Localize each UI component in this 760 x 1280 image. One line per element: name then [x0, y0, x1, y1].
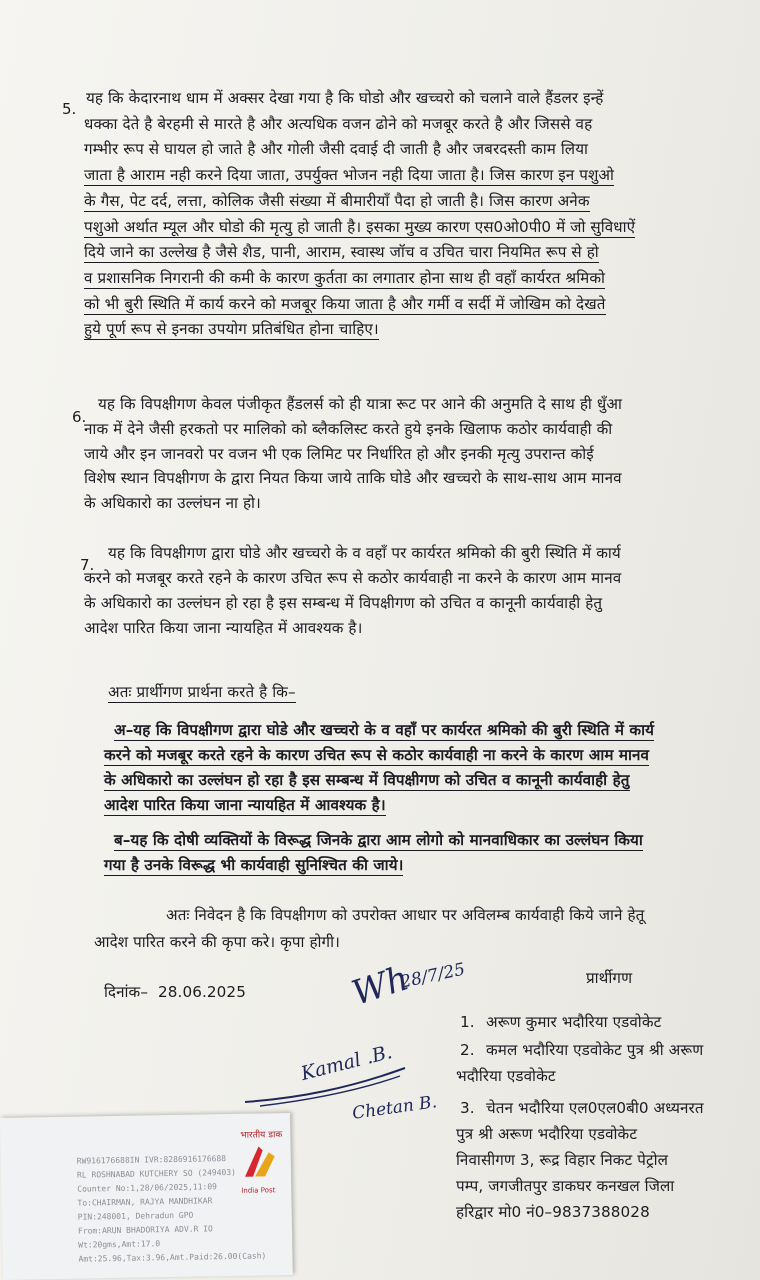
- receipt-line: RW916176688IN IVR:8286916176688: [76, 1154, 227, 1166]
- paragraph-line: दिये जाने का उल्लेख है जैसे शैड, पानी, आराम, स्वास्थ जॉच व उचित चारा नियमित रूप से हो: [84, 243, 599, 262]
- paragraph-line: पशुओ अर्थात म्यूल और घोडो की मृत्यु हो जाती है। इसका मुख्य कारण एस0ओ0पी0 में जो सुविधाऐं: [84, 217, 636, 236]
- paragraph-line: के गैस, पेट दर्द, लत्ता, कोलिक जैसी संख्या में बीमारीयाँ पैदा हो जाती है। जिस कारण अनेक: [84, 191, 590, 210]
- item-number: 7.: [80, 556, 95, 574]
- paragraph-line: जाये और इन जानवरो पर वजन भी एक लिमिट पर निर्धारित हो और इनकी मृत्यु उपरान्त कोई: [84, 444, 594, 463]
- receipt-line: RL ROSHNABAD KUTCHERY SO (249403): [76, 1167, 237, 1180]
- petitioner-line: चेतन भदौरिया एल0एल0बी0 अध्यनरत: [486, 1099, 704, 1117]
- petitioners-heading: प्रार्थीगण: [586, 969, 633, 987]
- paragraph-line: विशेष स्थान विपक्षीगण के द्वारा नियत किया जाये ताकि घोडे और खच्चरो के साथ-साथ आम मानव: [84, 469, 622, 488]
- paragraph-line: के अधिकारो का उल्लंघन हो रहा है इस सम्बन्ध में विपक्षीगण को उचित व कानूनी कार्यवाही हेतु: [84, 594, 603, 612]
- receipt-line: To:CHAIRMAN, RAJYA MANDHIKAR: [77, 1196, 213, 1208]
- paragraph-line: करने को मजबूर करते रहने के कारण उचित रूप से कठोर कार्यवाही ना करने के कारण आम मानव: [84, 569, 622, 587]
- date-label: दिनांक–: [104, 983, 149, 1001]
- paragraph-line: धक्का देते है बेरहमी से मारते है और अत्यधिक वजन ढोने को मजबूर करते है और जिससे वह: [84, 114, 593, 133]
- paragraph-line: यह कि विपक्षीगण द्वारा घोडे और खच्चरो के व वहॉं पर कार्यरत श्रमिको की बुरी स्थिति में कार्य: [108, 544, 621, 562]
- prayer-a-line: अ–यह कि विपक्षीगण द्वारा घोडे और खच्चरो के व वहॉं पर कार्यरत श्रमिको की बुरी स्थिति में कार्य: [114, 721, 655, 739]
- petitioner-number: 2.: [460, 1041, 475, 1059]
- paragraph-line: के अधिकारो का उल्लंघन ना हो।: [84, 494, 261, 513]
- paragraph-line: व प्रशासनिक निगरानी की कमी के कारण कुर्तता का लगातार होना साथ ही वहॉं कार्यरत श्रमिको: [84, 268, 606, 287]
- paragraph-line: गम्भीर रूप से घायल हो जाते है और गोली जैसी दवाई दी जाती है और जबरदस्ती काम लिया: [84, 140, 589, 159]
- prayer-a-line: के अधिकारो का उल्लंघन हो रहा है इस सम्बन्ध में विपक्षीगण को उचित व कानूनी कार्यवाही हेतु: [104, 771, 630, 789]
- receipt-line: PIN:248001, Dehradun GPO: [77, 1210, 194, 1222]
- logo-text: भारतीय डाक: [240, 1130, 283, 1141]
- signature-first: Wh: [347, 958, 414, 1014]
- prayer-b-line: गया है उनके विरूद्ध भी कार्यवाही सुनिश्चित की जाये।: [104, 856, 404, 874]
- petitioner-line: अरूण कुमार भदौरिया एडवोकेट: [486, 1013, 662, 1031]
- india-post-logo: [240, 1127, 289, 1200]
- postal-receipt: [0, 1113, 293, 1280]
- petitioner-line: निवासीगण 3, रूद्र विहार निकट पेट्रोल: [456, 1151, 669, 1169]
- prayer-a-line: आदेश पारित किया जाना न्यायहित में आवश्यक है।: [104, 796, 386, 814]
- receipt-line: From:ARUN BHADORIYA ADV.R IO: [77, 1224, 213, 1236]
- receipt-line: Counter No:1,28/06/2025,11:09: [77, 1182, 217, 1194]
- receipt-line: Wt:20gms,Amt:17.0: [78, 1239, 161, 1250]
- petitioner-line: हरिद्वार मो0 नं0–9837388028: [456, 1203, 650, 1221]
- paragraph-line: यह कि केदारनाथ धाम में अक्सर देखा गया है कि घोडो और खच्चरो को चलाने वाले हैंडलर इन्हें: [86, 89, 604, 107]
- paragraph-line: आदेश पारित किया जाना न्यायहित में आवश्यक है।: [84, 619, 363, 637]
- signature-second: Kamal .B.: [298, 1041, 395, 1085]
- petitioner-line: पम्प, जगजीतपुर डाकघर कनखल जिला: [456, 1177, 675, 1195]
- signature-third: Chetan B.: [351, 1092, 439, 1124]
- closing-line: अतः निवेदन है कि विपक्षीगण को उपरोक्त आधार पर अविलम्ब कार्यवाही किये जाने हेतू: [166, 906, 645, 924]
- paragraph-line: हुये पूर्ण रूप से इनका उपयोग प्रतिबंधित होना चाहिए।: [84, 320, 379, 339]
- item-number: 6.: [72, 408, 87, 426]
- date-value: 28.06.2025: [158, 983, 246, 1001]
- prayer-b-line: ब–यह कि दोषी व्यक्तियों के विरूद्ध जिनके द्वारा आम लोगो को मानवाधिकार का उल्लंघन किया: [114, 831, 643, 849]
- receipt-line: Amt:25.96,Tax:3.96,Amt.Paid:26.00(Cash): [78, 1251, 267, 1264]
- petitioner-line: पुत्र श्री अरूण भदौरिया एडवोकेट: [456, 1125, 638, 1143]
- petitioner-line: कमल भदौरिया एडवोकेट पुत्र श्री अरूण: [486, 1041, 704, 1059]
- paragraph-line: को भी बुरी स्थिति में कार्य करने को मजबूर किया जाता है और गर्मी व सर्दी में जोखिम को देखते: [84, 294, 606, 313]
- petitioner-number: 3.: [460, 1099, 475, 1117]
- prayer-heading: अतः प्रार्थीगण प्रार्थना करते है कि–: [108, 683, 296, 701]
- paragraph-line: यह कि विपक्षीगण केवल पंजीकृत हैंडलर्स को ही यात्रा रूट पर आने की अनुमति दे साथ ही धुँआ: [98, 395, 622, 413]
- petitioner-line: भदौरिया एडवोकेट: [456, 1067, 556, 1085]
- item-number: 5.: [62, 100, 77, 118]
- paragraph-line: जाता है आराम नही करने दिया जाता, उपर्युक्त भोजन नही दिया जाता है। जिस कारण इन पशुओ: [84, 166, 615, 185]
- paragraph-line: नाक में देने जैसी हरकतो पर मालिको को ब्लैकलिस्ट करते हुये इनके खिलाफ कठोर कार्यवाही की: [84, 419, 613, 438]
- closing-line: आदेश पारित करने की कृपा करे। कृपा होगी।: [94, 933, 340, 951]
- signature-date: 28/7/25: [398, 959, 467, 993]
- logo-subtext: India Post: [241, 1186, 276, 1195]
- petitioner-number: 1.: [460, 1013, 475, 1031]
- prayer-a-line: करने को मजबूर करते रहने के कारण उचित रूप से कठोर कार्यवाही ना करने के कारण आम मानव: [104, 746, 650, 764]
